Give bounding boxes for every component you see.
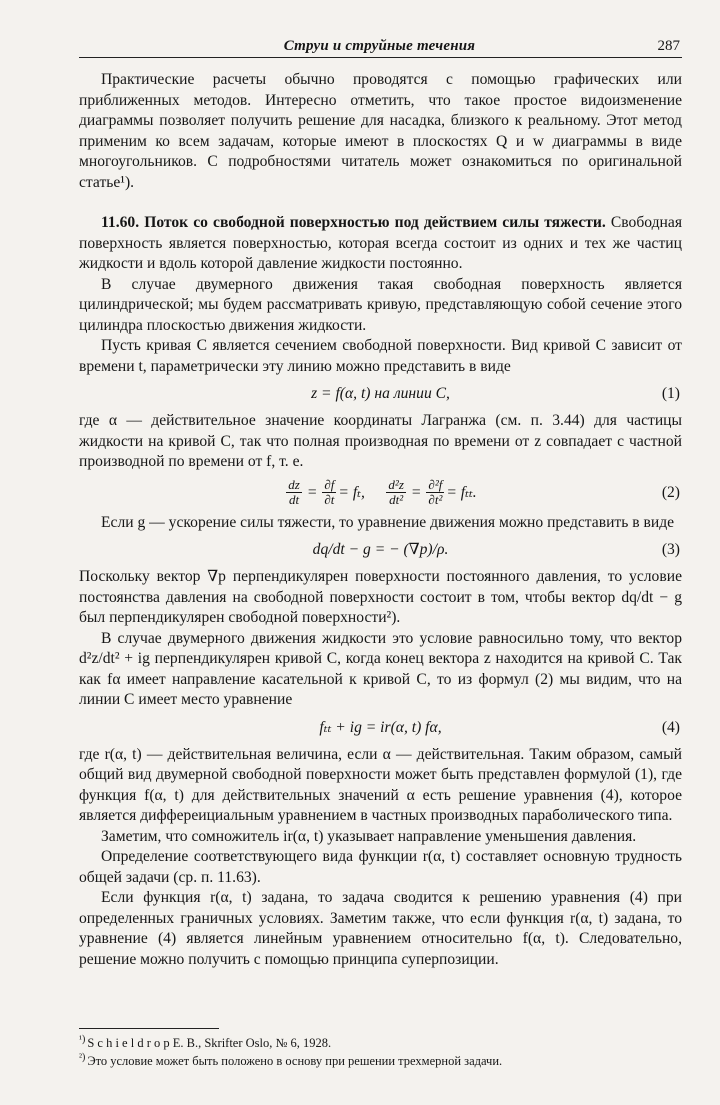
footnote-text: S c h i e l d r o p E. B., Skrifter Oslo, № 6, 1928. bbox=[87, 1036, 332, 1050]
paragraph: В случае двумерного движения жидкости это условие равносильно тому, что вектор d²z/dt² + ig перпендикулярен кривой C, когда конец вектора z находится на кривой C. Так как fα имеет направление касательной к кривой C, то из формул (2) мы видим, что на линии C имеет место уравнение bbox=[79, 629, 682, 708]
equation-3 bbox=[79, 533, 682, 567]
paragraph: Поскольку вектор ∇p перпендикулярен поверхности постоянного давления, то условие постоянства давления на свободной поверхности состоит в том, чтобы вектор dq/dt − g был перпендикулярен свободной поверхности²). bbox=[79, 568, 682, 626]
equation-4 bbox=[79, 711, 682, 745]
equation-expression: z = f(α, t) на линии C, bbox=[311, 385, 450, 402]
equation-number: (2) bbox=[661, 483, 680, 501]
page-body bbox=[79, 70, 682, 970]
footnote-mark: ¹) bbox=[79, 1033, 86, 1045]
equation-number: (1) bbox=[661, 385, 680, 402]
paragraph: Практические расчеты обычно проводятся с помощью графических или приближенных методов. Интересно отметить, что такое простое видоизменение диаграммы позволяет получить решение для насадка, близкого к реальному. Этот метод применим ко всем задачам, которые имеют в плоскостях Q и w диаграммы в виде многоугольников. С подробностями читатель может ознакомиться по оригинальной статье¹). bbox=[79, 71, 682, 191]
equation-number: (3) bbox=[661, 541, 680, 558]
equation-2: $\frac{dz}{dt}$ = $\frac{\partial f}{\partial t}$ = fₜ, $\frac{\text{d²z}}{\text{dt²}}$ = $\frac{\text{∂²f}}{\text{∂t²}}$ = fₜₜ. (2) bbox=[79, 473, 682, 513]
fraction: $\frac{dz}{dt}$ bbox=[288, 477, 300, 508]
section-title: 11.60. Поток со свободной поверхностью под действием силы тяжести. bbox=[101, 214, 606, 231]
equation-expression: dq/dt − g = − (∇p)/ρ. bbox=[312, 541, 449, 558]
paragraph: В случае двумерного движения такая свободная поверхность является цилиндрической; мы будем рассматривать кривую, представляющую собой сечение этого цилиндра плоскостью движения жидкости. bbox=[79, 275, 682, 334]
section-paragraph bbox=[79, 213, 682, 275]
footnote-1 bbox=[79, 1034, 682, 1052]
paragraph: Пусть кривая C является сечением свободной поверхности. Вид кривой C зависит от времени t, параметрически эту линию можно представить в виде bbox=[79, 337, 682, 375]
footnotes bbox=[79, 1034, 682, 1070]
fraction: $\frac{\text{d²z}}{\text{dt²}}$ bbox=[388, 477, 404, 508]
paragraph: Заметим, что сомножитель ir(α, t) указывает направление уменьшения давления. bbox=[101, 827, 637, 845]
equation-number: (4) bbox=[661, 718, 680, 736]
paragraph: где r(α, t) — действительная величина, если α — действительная. Таким образом, самый общий вид двумерной свободной поверхности может быть представлен формулой (1), где функция f(α, t) для действительных значений α есть решение уравнения (4), которое является диффереициальным уравнением в частных производных параболического типа. bbox=[79, 745, 682, 824]
paragraph: где α — действительное значение координаты Лагранжа (см. п. 3.44) для частицы жидкости на кривой C, так что полная производная по времени от z совпадает с частной производной по времени от f, т. е. bbox=[79, 412, 682, 470]
running-title: Струи и струйные течения bbox=[283, 38, 476, 54]
footnote-2 bbox=[79, 1052, 682, 1070]
equation-1 bbox=[79, 377, 682, 411]
fraction: $\frac{\text{∂²f}}{\text{∂t²}}$ bbox=[428, 477, 443, 508]
footnote-mark: ²) bbox=[79, 1051, 86, 1063]
page-number: 287 bbox=[657, 38, 680, 54]
paragraph: Если функция r(α, t) задана, то задача сводится к решению уравнения (4) при определенных граничных условиях. Заметим также, что если функция r(α, t) задана, то уравнение (4) является линейным уравнением относительно f(α, t). Следовательно, решение можно получить с помощью принципа суперпозиции. bbox=[79, 889, 682, 968]
fraction: $\frac{\partial f}{\partial t}$ bbox=[324, 477, 335, 508]
paragraph: Определение соответствующего вида функции r(α, t) составляет основную трудность общей задачи (ср. п. 11.63). bbox=[79, 848, 682, 886]
section-intro: Свободная поверхность является поверхностью, которая всегда состоит из одних и тех же частиц жидкости и вдоль которой давление жидкости постоянно. bbox=[79, 214, 682, 272]
footnote-rule bbox=[79, 1028, 219, 1029]
equation-expression: fₜₜ + ig = ir(α, t) fα, bbox=[319, 718, 442, 736]
footnote-text: Это условие может быть положено в основу при решении трехмерной задачи. bbox=[87, 1054, 503, 1068]
paragraph: Если g — ускорение силы тяжести, то уравнение движения можно представить в виде bbox=[101, 513, 675, 531]
header-rule bbox=[79, 57, 682, 58]
